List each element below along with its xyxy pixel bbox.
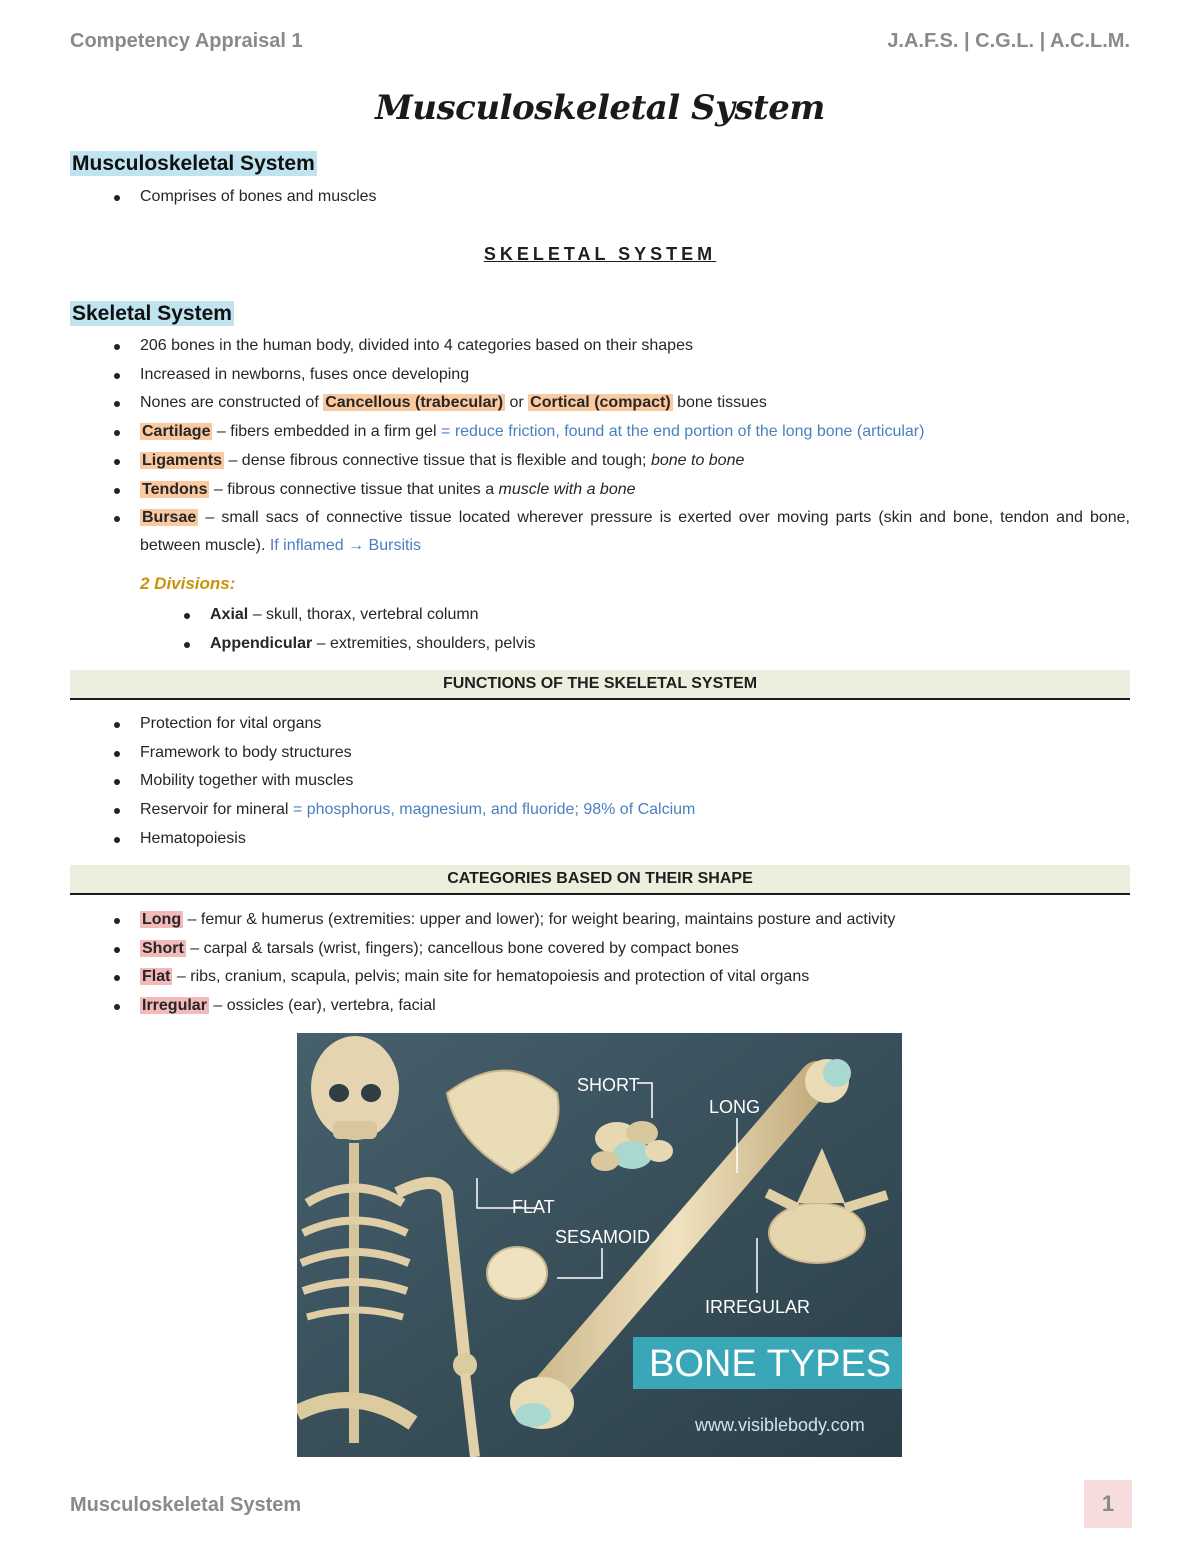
list-item [70, 447, 1130, 476]
term-axial: Axial [210, 606, 249, 623]
text: – fibers embedded in a firm gel [212, 423, 442, 441]
section-heading-skeletal [70, 302, 234, 326]
text: – fibrous connective tissue that unites a [209, 480, 499, 498]
sesamoid-bone-icon [487, 1247, 547, 1299]
term-flat: Flat [142, 968, 171, 986]
text: or [505, 394, 529, 412]
term-long: Long [142, 911, 182, 928]
list-item: Mobility together with muscles [70, 767, 1130, 796]
list-item [70, 906, 1130, 935]
term-cartilage: Cartilage [142, 423, 211, 441]
emphasis: muscle with a bone [498, 480, 636, 498]
list-item: Protection for vital organs [70, 710, 1130, 739]
text: Nones are constructed of [140, 394, 324, 412]
short-label: SHORT [577, 1075, 640, 1095]
term-bursae: Bursae [142, 509, 197, 527]
long-label: LONG [709, 1097, 761, 1117]
list-item: Increased in newborns, fuses once developing [70, 361, 1130, 390]
functions-list [70, 710, 1130, 854]
text: – femur & humerus (extremities: upper and lower); for weight bearing, maintains posture and activity [183, 911, 896, 928]
header-course-title: Competency Appraisal 1 [70, 30, 303, 52]
note: If inflamed → Bursitis [269, 537, 421, 555]
term-cortical: Cortical (compact) [530, 394, 671, 412]
text: – dense fibrous connective tissue that is flexible and tough; [224, 451, 651, 469]
term-irregular: Irregular [142, 997, 207, 1015]
list-item [140, 630, 1040, 659]
page-number: 1 [1084, 1480, 1132, 1528]
list-item: Hematopoiesis [70, 825, 1130, 854]
text: – ribs, cranium, scapula, pelvis; main site for hematopoiesis and protection of vital organs [172, 968, 810, 986]
document-title: Musculoskeletal System [375, 88, 825, 128]
list-item [70, 992, 1130, 1021]
text: – small sacs of connective tissue located wherever pressure is exerted over moving parts (skin and bone, tendon and bone, between muscle). [140, 509, 1130, 555]
text: – ossicles (ear), vertebra, facial [208, 997, 436, 1015]
text: – carpal & tarsals (wrist, fingers); cancellous bone covered by compact bones [185, 939, 739, 957]
functions-heading-bar: FUNCTIONS OF THE SKELETAL SYSTEM [70, 670, 1130, 700]
header-authors: J.A.F.S. | C.G.L. | A.C.L.M. [887, 30, 1130, 52]
list-item [70, 476, 1130, 505]
text: – extremities, shoulders, pelvis [312, 634, 536, 652]
list-item: Framework to body structures [70, 739, 1130, 768]
emphasis: bone to bone [650, 451, 745, 469]
bone-types-banner: BONE TYPES [649, 1343, 892, 1385]
list-item [70, 504, 1130, 560]
intro-list [70, 183, 1130, 212]
categories-heading-bar: CATEGORIES BASED ON THEIR SHAPE [70, 865, 1130, 895]
section-heading-text: Skeletal System [72, 302, 232, 325]
bone-types-illustration [297, 1033, 902, 1457]
term-ligaments: Ligaments [142, 451, 223, 469]
list-item [70, 389, 1130, 418]
list-item [70, 935, 1130, 964]
term-tendons: Tendons [142, 480, 208, 498]
text: Reservoir for mineral [140, 801, 293, 819]
irregular-label: IRREGULAR [705, 1297, 811, 1317]
section-heading-musculoskeletal [70, 152, 317, 176]
term-appendicular: Appendicular [210, 634, 313, 652]
list-item [70, 796, 1130, 825]
divisions-label: 2 Divisions: [140, 574, 236, 593]
divisions-list [140, 601, 1040, 658]
term-short: Short [142, 939, 184, 957]
text: – skull, thorax, vertebral column [248, 606, 479, 623]
flat-label: FLAT [512, 1197, 555, 1217]
footer-title: Musculoskeletal System [70, 1494, 302, 1516]
term-cancellous: Cancellous (trabecular) [325, 394, 504, 412]
sesamoid-label: SESAMOID [555, 1227, 651, 1247]
list-item: 206 bones in the human body, divided into 4 categories based on their shapes [70, 332, 1130, 361]
categories-list [70, 906, 1130, 1021]
section-heading-text: Musculoskeletal System [72, 152, 315, 175]
source-url: www.visiblebody.com [695, 1415, 865, 1435]
note: = phosphorus, magnesium, and fluoride; 98% of Calcium [292, 801, 696, 819]
list-item [140, 601, 1040, 630]
skeletal-system-heading: SKELETAL SYSTEM [483, 244, 717, 264]
note: = reduce friction, found at the end portion of the long bone (articular) [441, 423, 925, 441]
list-item [70, 963, 1130, 992]
skeletal-list [70, 332, 1130, 560]
list-item: Comprises of bones and muscles [70, 183, 1130, 212]
text: bone tissues [672, 394, 767, 412]
list-item [70, 418, 1130, 447]
